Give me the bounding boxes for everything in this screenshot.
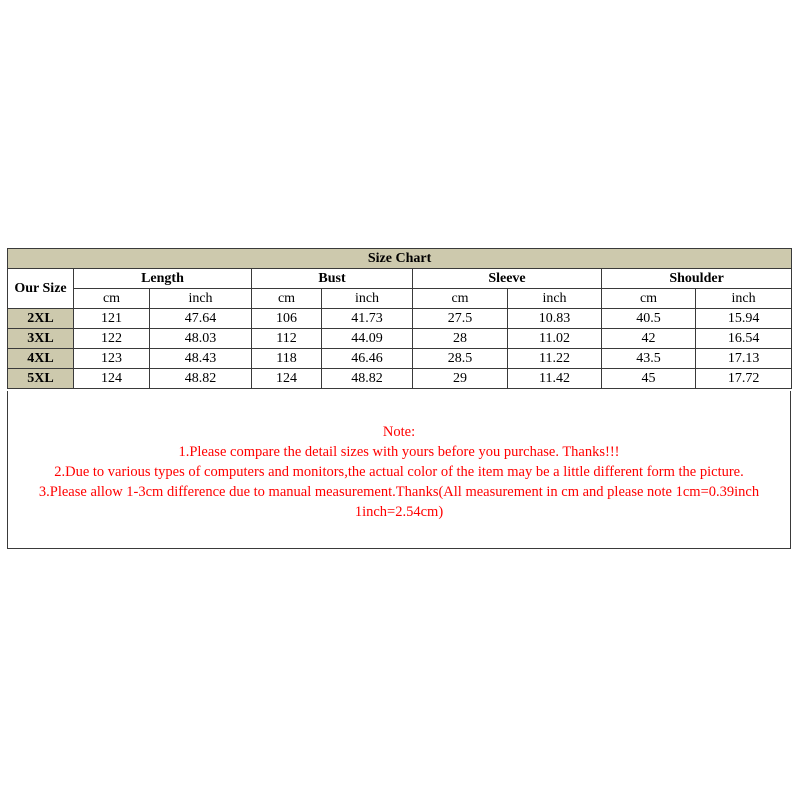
unit-header: cm — [74, 289, 150, 309]
table-cell: 124 — [252, 369, 322, 389]
table-cell: 11.22 — [508, 349, 602, 369]
size-label: 2XL — [8, 309, 74, 329]
size-label: 4XL — [8, 349, 74, 369]
unit-header: cm — [252, 289, 322, 309]
table-cell: 118 — [252, 349, 322, 369]
table-cell: 124 — [74, 369, 150, 389]
table-cell: 11.42 — [508, 369, 602, 389]
table-cell: 27.5 — [413, 309, 508, 329]
table-cell: 10.83 — [508, 309, 602, 329]
table-cell: 28.5 — [413, 349, 508, 369]
table-cell: 48.82 — [322, 369, 413, 389]
table-cell: 40.5 — [602, 309, 696, 329]
table-cell: 47.64 — [150, 309, 252, 329]
table-cell: 43.5 — [602, 349, 696, 369]
table-cell: 45 — [602, 369, 696, 389]
unit-header: cm — [602, 289, 696, 309]
table-cell: 29 — [413, 369, 508, 389]
table-cell: 28 — [413, 329, 508, 349]
table-cell: 122 — [74, 329, 150, 349]
table-row — [8, 329, 792, 349]
size-chart-table — [7, 248, 792, 389]
table-row — [8, 309, 792, 329]
table-cell: 17.13 — [696, 349, 792, 369]
notes-box — [7, 391, 791, 549]
table-cell: 41.73 — [322, 309, 413, 329]
table-cell: 112 — [252, 329, 322, 349]
group-header-length: Length — [74, 269, 252, 289]
our-size-header: Our Size — [8, 269, 74, 309]
size-label: 3XL — [8, 329, 74, 349]
note-line-2: 2.Due to various types of computers and monitors,the actual color of the item may be a little different form the picture. — [54, 464, 744, 480]
table-cell: 11.02 — [508, 329, 602, 349]
unit-header: inch — [508, 289, 602, 309]
table-cell: 44.09 — [322, 329, 413, 349]
note-line-1: 1.Please compare the detail sizes with yours before you purchase. Thanks!!! — [178, 444, 620, 460]
group-header-sleeve: Sleeve — [413, 269, 602, 289]
table-cell: 121 — [74, 309, 150, 329]
group-header-shoulder: Shoulder — [602, 269, 792, 289]
note-line-3: 3.Please allow 1-3cm difference due to manual measurement.Thanks(All measurement in cm and please note 1cm=0.39inch 1inch=2.54cm) — [38, 484, 760, 520]
table-cell: 15.94 — [696, 309, 792, 329]
group-header-bust: Bust — [252, 269, 413, 289]
notes-text — [8, 422, 790, 522]
table-cell: 48.43 — [150, 349, 252, 369]
table-cell: 48.03 — [150, 329, 252, 349]
table-row — [8, 349, 792, 369]
table-row — [8, 369, 792, 389]
unit-header: cm — [413, 289, 508, 309]
table-cell: 123 — [74, 349, 150, 369]
table-cell: 106 — [252, 309, 322, 329]
table-cell: 42 — [602, 329, 696, 349]
size-label: 5XL — [8, 369, 74, 389]
table-cell: 17.72 — [696, 369, 792, 389]
table-cell: 16.54 — [696, 329, 792, 349]
note-heading: Note: — [382, 424, 416, 440]
table-cell: 48.82 — [150, 369, 252, 389]
unit-header: inch — [696, 289, 792, 309]
unit-header: inch — [150, 289, 252, 309]
unit-header: inch — [322, 289, 413, 309]
size-chart-title: Size Chart — [8, 249, 792, 269]
table-cell: 46.46 — [322, 349, 413, 369]
